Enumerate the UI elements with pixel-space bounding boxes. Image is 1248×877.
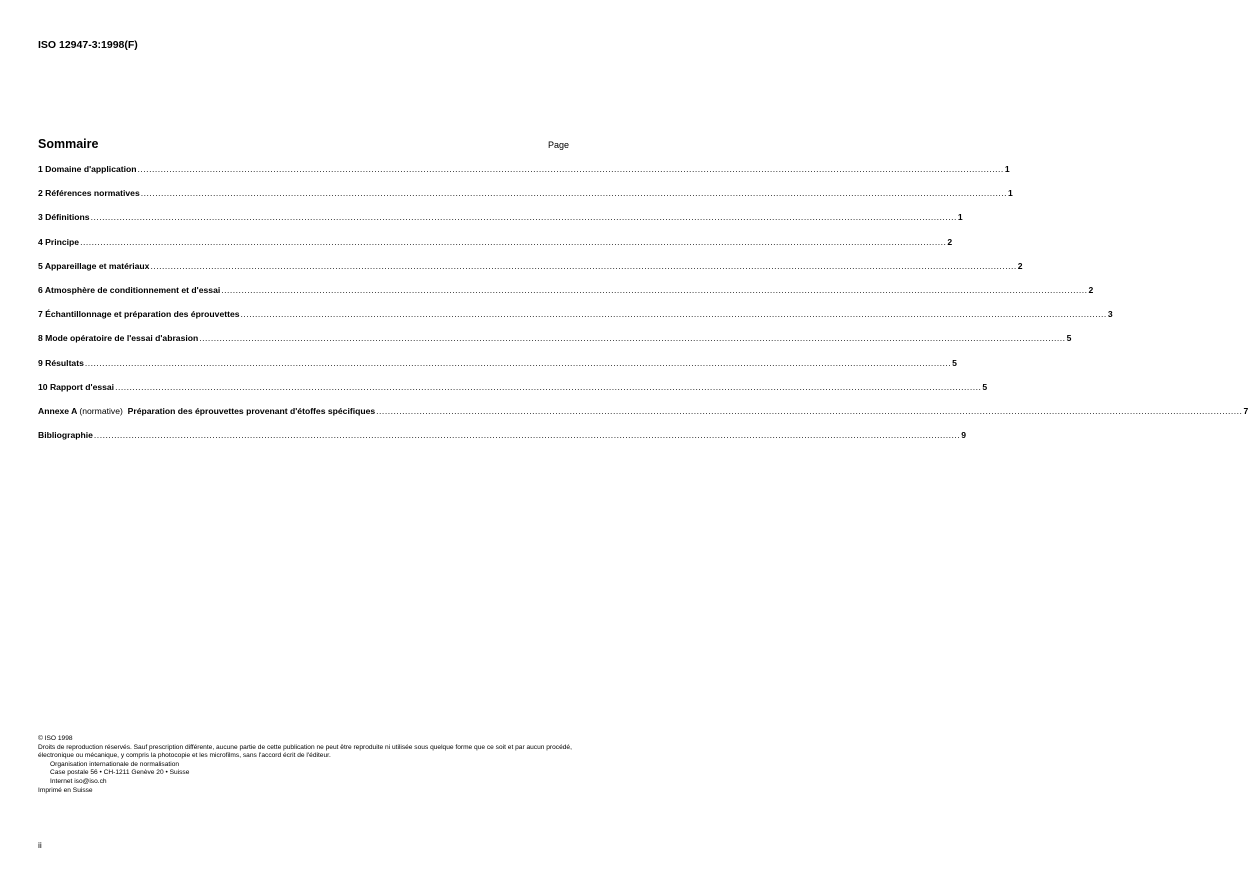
- toc-entry-page: 1: [957, 212, 963, 223]
- toc-entry[interactable]: [38, 381, 988, 406]
- toc-leader-dots: ............................................................................................................................................................................................................................................................................................................: [240, 309, 1107, 320]
- publisher-address: Case postale 56 • CH-1211 Genève 20 • Suisse: [50, 769, 190, 777]
- toc-leader-dots: ............................................................................................................................................................................................................................................................................................................: [90, 212, 957, 223]
- toc-entry[interactable]: [38, 430, 966, 454]
- toc-entry[interactable]: [38, 357, 957, 382]
- toc-entry[interactable]: [38, 284, 1094, 309]
- toc-entry-page: 2: [1088, 284, 1094, 295]
- toc-leader-dots: ............................................................................................................................................................................................................................................................................................................: [140, 188, 1008, 199]
- toc-entry-page: 1: [1008, 188, 1013, 199]
- toc-leader-dots: ............................................................................................................................................................................................................................................................................................................: [84, 357, 952, 368]
- toc-entry-page: 2: [1017, 260, 1023, 271]
- toc-entry[interactable]: [38, 164, 1010, 188]
- printed-in: Imprimé en Suisse: [38, 786, 93, 794]
- toc-entry-label: 2 Références normatives: [38, 188, 140, 199]
- toc-leader-dots: ............................................................................................................................................................................................................................................................................................................: [93, 430, 961, 441]
- toc-entry-label: 4 Principe: [38, 236, 80, 247]
- toc-entry-label: 7 Échantillonnage et préparation des éprouvettes: [38, 309, 240, 320]
- toc-entry-label: 6 Atmosphère de conditionnement et d'essai: [38, 284, 221, 295]
- toc-entry-label: 1 Domaine d'application: [38, 164, 137, 174]
- toc-entry-label: 10 Rapport d'essai: [38, 381, 115, 392]
- toc-entry[interactable]: [38, 260, 1023, 285]
- toc-entry-label: 8 Mode opératoire de l'essai d'abrasion: [38, 333, 199, 344]
- toc-page-label: Page: [547, 140, 569, 150]
- table-of-contents: [38, 164, 1248, 454]
- toc-leader-dots: ............................................................................................................................................................................................................................................................................................................: [376, 405, 1243, 416]
- toc-header: [38, 137, 569, 151]
- toc-leader-dots: ............................................................................................................................................................................................................................................................................................................: [199, 333, 1066, 344]
- toc-entry-page: 9: [961, 430, 966, 441]
- toc-title: Sommaire: [38, 137, 99, 151]
- annex-label: Annexe A: [38, 405, 77, 416]
- toc-entry-label: 5 Appareillage et matériaux: [38, 260, 150, 271]
- toc-leader-dots: ............................................................................................................................................................................................................................................................................................................: [137, 164, 1004, 174]
- toc-entry-annex-a[interactable]: [38, 405, 1248, 430]
- toc-entry[interactable]: [38, 309, 1113, 333]
- publisher-name: Organisation internationale de normalisation: [50, 760, 180, 768]
- copyright-line: © ISO 1998: [38, 735, 73, 742]
- toc-leader-dots: ............................................................................................................................................................................................................................................................................................................: [115, 381, 982, 392]
- toc-leader-dots: ............................................................................................................................................................................................................................................................................................................: [150, 260, 1017, 271]
- toc-leader-dots: ............................................................................................................................................................................................................................................................................................................: [221, 284, 1088, 295]
- toc-entry-label: 3 Définitions: [38, 212, 90, 223]
- toc-entry-page: 5: [1066, 333, 1072, 344]
- rights-statement: Droits de reproduction réservés. Sauf prescription différente, aucune partie de cette publication ne peut être reproduite ni utilisée sous quelque forme que ce soit et par aucun procédé, électronique ou mécanique, y compris la photocopie et les microfilms, sans l'accord écrit de l'éditeur.: [38, 743, 572, 760]
- toc-entry[interactable]: [38, 212, 963, 236]
- annex-type: (normative): [79, 405, 123, 416]
- page-number: ii: [38, 840, 42, 850]
- copyright-notice: [38, 735, 578, 795]
- toc-entry[interactable]: [38, 188, 1013, 212]
- toc-entry[interactable]: [38, 333, 1072, 357]
- publisher-internet: Internet iso@iso.ch: [50, 777, 107, 785]
- toc-entry-label: Bibliographie: [38, 430, 93, 441]
- toc-entry-label: 9 Résultats: [38, 357, 84, 368]
- annex-title: Préparation des éprouvettes provenant d'étoffes spécifiques: [127, 405, 376, 416]
- toc-entry[interactable]: [38, 236, 953, 261]
- toc-leader-dots: ............................................................................................................................................................................................................................................................................................................: [80, 236, 947, 247]
- document-identifier: ISO 12947-3:1998(F): [38, 39, 138, 51]
- toc-entry-page: 3: [1107, 309, 1113, 320]
- toc-entry-page: 5: [982, 381, 988, 392]
- toc-entry-page: 7: [1243, 405, 1248, 416]
- toc-entry-page: 1: [1004, 164, 1010, 174]
- toc-entry-page: 2: [947, 236, 953, 247]
- toc-entry-label: [38, 406, 375, 416]
- toc-entry-page: 5: [952, 357, 957, 368]
